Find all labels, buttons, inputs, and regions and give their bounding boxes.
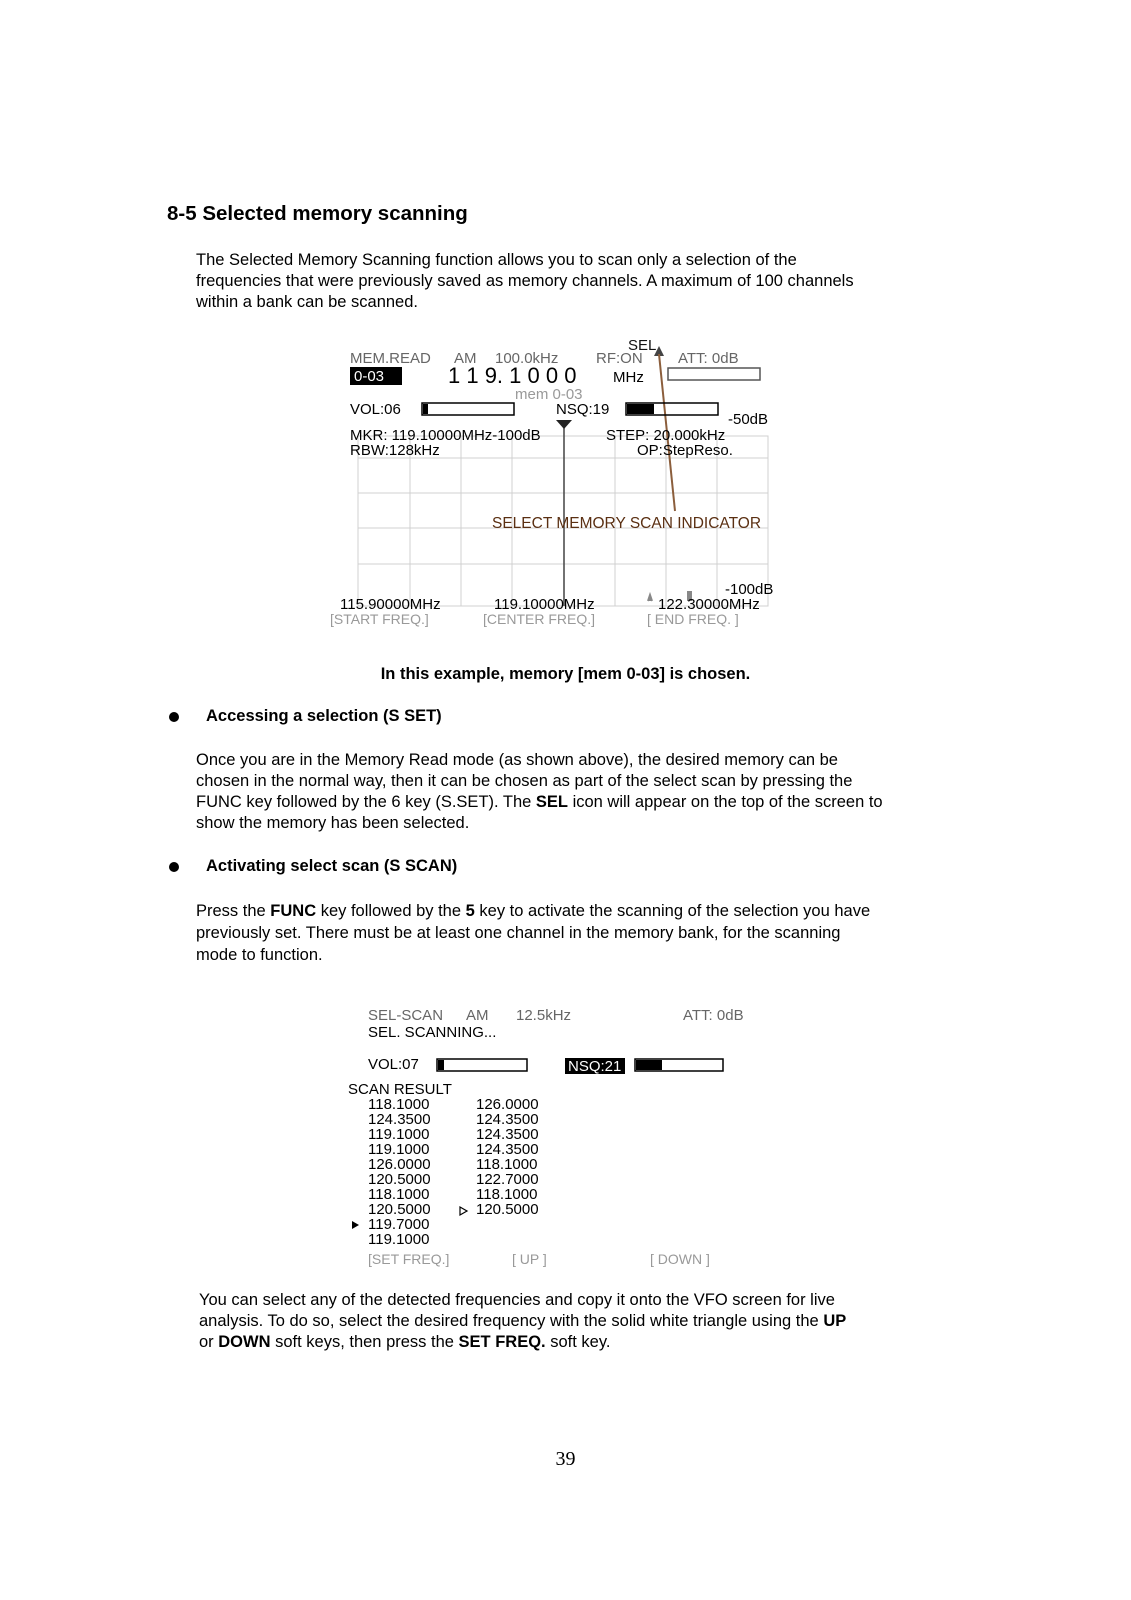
scan-result-value[interactable]: 120.5000 bbox=[368, 1201, 431, 1218]
rf-gain-bar bbox=[668, 368, 760, 380]
scan-result-value[interactable]: 118.1000 bbox=[368, 1186, 430, 1203]
outro-paragraph bbox=[199, 1290, 846, 1353]
scan-result-header: SCAN RESULT bbox=[348, 1081, 452, 1098]
scan-result-value[interactable]: 120.5000 bbox=[476, 1201, 539, 1218]
scan-result-column-1 bbox=[368, 1096, 431, 1248]
bullet2-line-3: mode to function. bbox=[196, 946, 323, 964]
center-frequency: 119.10000MHz bbox=[494, 596, 595, 613]
scan-result-value[interactable]: 119.1000 bbox=[368, 1126, 430, 1143]
scan-result-value[interactable]: 118.1000 bbox=[476, 1186, 538, 1203]
figure-caption: In this example, memory [mem 0-03] is chosen. bbox=[380, 665, 751, 683]
select-scan-screen bbox=[340, 1002, 780, 1292]
scan-result-value[interactable]: 126.0000 bbox=[476, 1096, 539, 1113]
scan-result-value[interactable]: 124.3500 bbox=[368, 1111, 431, 1128]
volume-label: VOL:06 bbox=[350, 401, 401, 418]
intro-paragraph bbox=[196, 250, 854, 313]
bullet2-heading: Activating select scan (S SCAN) bbox=[206, 857, 458, 875]
softkey-start-freq[interactable]: [START FREQ.] bbox=[330, 611, 429, 627]
rf-status: RF:ON bbox=[596, 350, 643, 367]
scan-modulation-label: AM bbox=[466, 1007, 489, 1024]
scan-squelch-bar-fill bbox=[636, 1060, 662, 1070]
bullet1-paragraph bbox=[196, 750, 883, 834]
marker-readout: MKR: 119.10000MHz-100dB bbox=[350, 427, 541, 444]
softkey-up[interactable]: [ UP ] bbox=[512, 1251, 547, 1267]
start-frequency: 115.90000MHz bbox=[340, 596, 441, 613]
scan-result-value[interactable]: 120.5000 bbox=[368, 1171, 431, 1188]
scan-result-value[interactable]: 119.1000 bbox=[368, 1231, 430, 1248]
scan-result-value[interactable]: 124.3500 bbox=[476, 1111, 539, 1128]
volume-bar bbox=[422, 403, 514, 415]
scan-result-value[interactable]: 119.1000 bbox=[368, 1141, 430, 1158]
bullet2-paragraph bbox=[196, 900, 870, 966]
bullet1-line-3: FUNC key followed by the 6 key (S.SET). The SEL icon will appear on the top of the screen to bbox=[196, 793, 883, 811]
scan-result-value[interactable]: 126.0000 bbox=[368, 1156, 431, 1173]
mode-label: MEM.READ bbox=[350, 350, 431, 367]
modulation-label: AM bbox=[454, 350, 477, 367]
softkey-center-freq[interactable]: [CENTER FREQ.] bbox=[483, 611, 596, 627]
op-readout: OP:StepReso. bbox=[637, 442, 733, 459]
end-frequency: 122.30000MHz bbox=[658, 596, 760, 613]
marker-triangle-icon bbox=[556, 420, 572, 429]
rbw-readout: RBW:128kHz bbox=[350, 442, 440, 459]
bottom-db-label: -100dB bbox=[725, 581, 774, 598]
softkey-down[interactable]: [ DOWN ] bbox=[650, 1251, 710, 1267]
softkey-end-freq[interactable]: [ END FREQ. ] bbox=[647, 611, 739, 627]
scan-squelch-label: NSQ:21 bbox=[568, 1058, 622, 1075]
squelch-label: NSQ:19 bbox=[556, 401, 610, 418]
outro-line-1: You can select any of the detected frequencies and copy it onto the VFO screen for live bbox=[199, 1291, 835, 1309]
outro-line-2: analysis. To do so, select the desired frequency with the solid white triangle using the UP bbox=[199, 1312, 847, 1330]
bullet-icon bbox=[169, 862, 179, 872]
page-number: 39 bbox=[555, 1448, 576, 1470]
scan-volume-bar-fill bbox=[438, 1060, 444, 1070]
outro-line-3: or DOWN soft keys, then press the SET FREQ. soft key. bbox=[199, 1333, 611, 1351]
memory-read-screen bbox=[330, 336, 810, 646]
volume-bar-fill bbox=[423, 404, 428, 414]
section-title: 8-5 Selected memory scanning bbox=[167, 202, 468, 225]
scan-volume-bar bbox=[437, 1059, 527, 1071]
bullet1-line-2: chosen in the normal way, then it can be chosen as part of the select scan by pressing the bbox=[196, 772, 853, 790]
scan-result-value[interactable]: 118.1000 bbox=[368, 1096, 430, 1113]
scan-mode-label: SEL-SCAN bbox=[368, 1007, 444, 1024]
bullet-icon bbox=[169, 712, 179, 722]
squelch-bar-fill bbox=[627, 404, 654, 414]
selection-triangle-solid-icon bbox=[352, 1221, 359, 1229]
frequency-unit: MHz bbox=[613, 369, 644, 386]
scan-result-value[interactable]: 124.3500 bbox=[476, 1126, 539, 1143]
sel-label: SEL bbox=[628, 337, 657, 354]
scan-result-column-2 bbox=[476, 1096, 539, 1218]
scan-result-value[interactable]: 122.7000 bbox=[476, 1171, 539, 1188]
step-display: 100.0kHz bbox=[495, 350, 559, 367]
scan-result-value[interactable]: 118.1000 bbox=[476, 1156, 538, 1173]
top-db-label: -50dB bbox=[728, 411, 769, 428]
selection-triangle-outline-icon bbox=[460, 1207, 467, 1215]
att-status: ATT: 0dB bbox=[678, 350, 739, 367]
scan-volume-label: VOL:07 bbox=[368, 1056, 419, 1073]
channel-badge-text: 0-03 bbox=[354, 368, 385, 385]
memory-label: mem 0-03 bbox=[515, 386, 583, 403]
softkey-set-freq[interactable]: [SET FREQ.] bbox=[368, 1251, 450, 1267]
intro-line-2: frequencies that were previously saved as memory channels. A maximum of 100 channels bbox=[196, 272, 854, 290]
bullet1-line-1: Once you are in the Memory Read mode (as shown above), the desired memory can be bbox=[196, 751, 838, 769]
scan-status: SEL. SCANNING... bbox=[368, 1024, 497, 1041]
bullet1-heading: Accessing a selection (S SET) bbox=[206, 707, 442, 725]
bullet2-line-2: previously set. There must be at least one channel in the memory bank, for the scanning bbox=[196, 924, 841, 942]
indicator-label: SELECT MEMORY SCAN INDICATOR bbox=[492, 515, 762, 532]
scan-result-value[interactable]: 119.7000 bbox=[368, 1216, 430, 1233]
frequency-display: 1 1 9. 1 0 0 0 bbox=[448, 363, 577, 388]
bullet1-line-4: show the memory has been selected. bbox=[196, 814, 470, 832]
bullet2-line-1: Press the FUNC key followed by the 5 key to activate the scanning of the selection you have bbox=[196, 902, 871, 920]
scan-step-label: 12.5kHz bbox=[516, 1007, 572, 1024]
intro-line-1: The Selected Memory Scanning function allows you to scan only a selection of the bbox=[196, 251, 797, 269]
scan-result-value[interactable]: 124.3500 bbox=[476, 1141, 539, 1158]
intro-line-3: within a bank can be scanned. bbox=[196, 293, 418, 311]
scan-att-label: ATT: 0dB bbox=[683, 1007, 744, 1024]
step-readout: STEP: 20.000kHz bbox=[606, 427, 726, 444]
